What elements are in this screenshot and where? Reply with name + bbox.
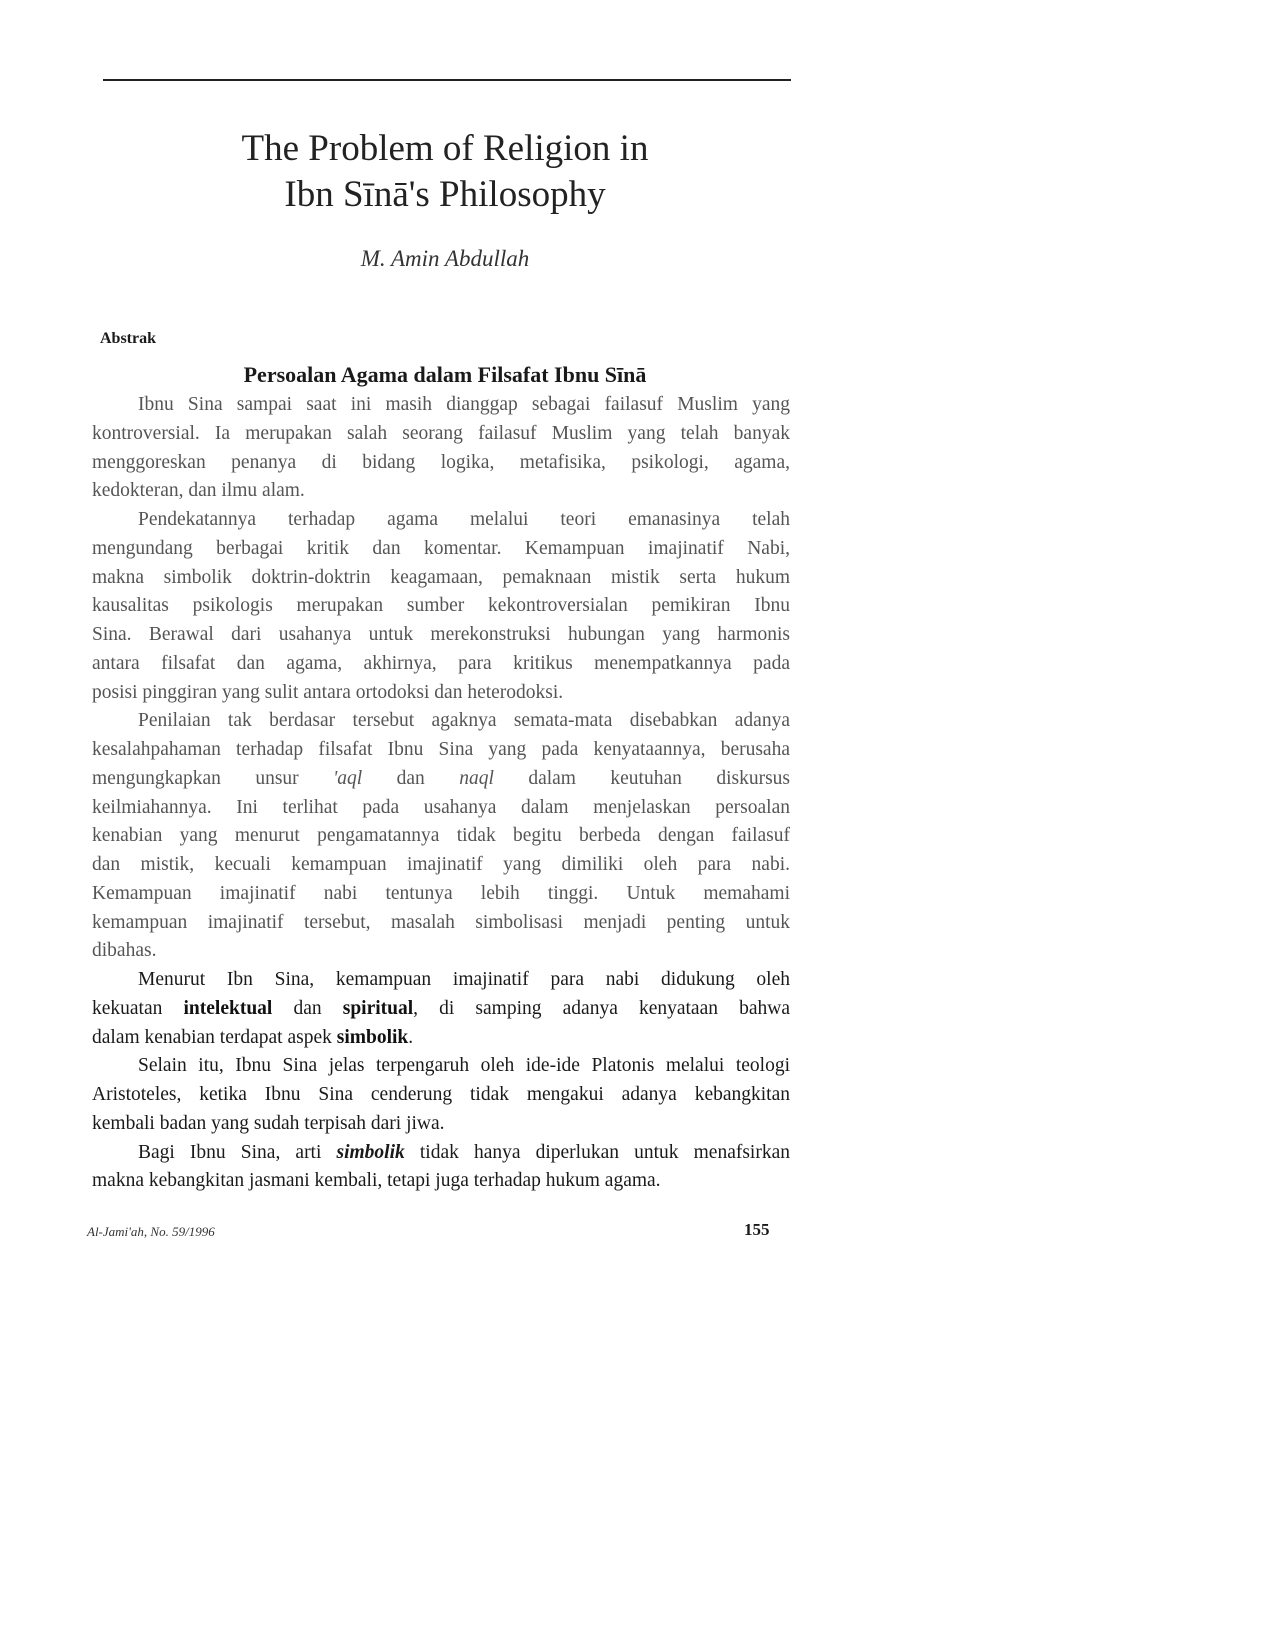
abstract-body bbox=[92, 391, 790, 1196]
text-line bbox=[92, 880, 790, 909]
paragraph bbox=[92, 707, 790, 966]
text-segment: antara filsafat dan agama, akhirnya, para kritikus menempatkannya pada bbox=[92, 652, 790, 674]
text-line bbox=[92, 650, 790, 679]
journal-citation: Al-Jami'ah, No. 59/1996 bbox=[87, 1224, 215, 1239]
page-number: 155 bbox=[744, 1220, 770, 1239]
text-line bbox=[92, 966, 790, 995]
text-line bbox=[92, 477, 790, 506]
emphasized-text: intelektual bbox=[183, 997, 273, 1019]
emphasized-text: simbolik bbox=[336, 1026, 409, 1048]
text-segment: dibahas. bbox=[92, 940, 157, 962]
title-line-2: Ibn Sīnā's Philosophy bbox=[284, 174, 606, 215]
emphasized-text: naql bbox=[459, 767, 494, 789]
text-line bbox=[92, 592, 790, 621]
text-line bbox=[92, 564, 790, 593]
abstract-label: Abstrak bbox=[100, 330, 157, 347]
text-segment: kekuatan bbox=[92, 997, 184, 1019]
text-segment: keilmiahannya. Ini terlihat pada usahanya dalam menjelaskan persoalan bbox=[92, 796, 790, 818]
text-line bbox=[92, 449, 790, 478]
text-segment: Ibnu Sina sampai saat ini masih dianggap sebagai failasuf Muslim yang bbox=[138, 394, 790, 415]
text-segment: Aristoteles, ketika Ibnu Sina cenderung tidak mengakui adanya kebangkitan bbox=[92, 1084, 790, 1105]
text-line bbox=[92, 1110, 790, 1139]
text-line bbox=[92, 707, 790, 736]
text-segment: Selain itu, Ibnu Sina jelas terpengaruh oleh ide-ide Platonis melalui teologi bbox=[138, 1055, 790, 1077]
emphasized-text: spiritual bbox=[342, 997, 414, 1019]
text-line bbox=[92, 420, 790, 449]
text-segment: Kemampuan imajinatif nabi tentunya lebih tinggi. Untuk memahami bbox=[92, 882, 790, 904]
text-segment: dalam keutuhan diskursus bbox=[493, 767, 790, 789]
emphasized-text: 'aql bbox=[333, 767, 363, 789]
text-segment: Menurut Ibn Sina, kemampuan imajinatif para nabi didukung oleh bbox=[138, 969, 790, 990]
text-segment: , di samping adanya kenyataan bahwa bbox=[413, 997, 790, 1019]
text-line bbox=[92, 794, 790, 823]
text-segment: . bbox=[408, 1026, 414, 1048]
paragraph bbox=[92, 966, 790, 1052]
text-segment: kemampuan imajinatif tersebut, masalah simbolisasi menjadi penting untuk bbox=[92, 911, 790, 933]
text-segment: kenabian yang menurut pengamatannya tidak begitu berbeda dengan failasuf bbox=[92, 825, 790, 847]
text-segment: dan bbox=[272, 997, 343, 1019]
text-segment: kembali badan yang sudah terpisah dari jiwa. bbox=[92, 1112, 445, 1134]
text-segment: tidak hanya diperlukan untuk menafsirkan bbox=[404, 1141, 790, 1163]
text-line bbox=[92, 506, 790, 535]
text-line bbox=[92, 909, 790, 938]
text-line bbox=[92, 822, 790, 851]
text-segment: Sina. Berawal dari usahanya untuk merekonstruksi hubungan yang harmonis bbox=[92, 624, 790, 645]
text-line bbox=[92, 1167, 790, 1196]
emphasized-text: simbolik bbox=[336, 1141, 405, 1163]
abstract-title: Persoalan Agama dalam Filsafat Ibnu Sīnā bbox=[243, 362, 647, 387]
text-line bbox=[92, 679, 790, 708]
top-rule bbox=[103, 79, 791, 81]
text-segment: Bagi Ibnu Sina, arti bbox=[138, 1141, 337, 1163]
paragraph bbox=[92, 506, 790, 707]
text-line bbox=[92, 995, 790, 1024]
text-segment: posisi pinggiran yang sulit antara ortodoksi dan heterodoksi. bbox=[92, 681, 564, 703]
text-segment: makna simbolik doktrin-doktrin keagamaan, pemaknaan mistik serta hukum bbox=[92, 566, 790, 588]
text-segment: makna kebangkitan jasmani kembali, tetapi juga terhadap hukum agama. bbox=[92, 1170, 661, 1192]
text-line bbox=[92, 937, 790, 966]
text-line bbox=[92, 851, 790, 880]
title-line-1: The Problem of Religion in bbox=[241, 128, 649, 169]
text-segment: dalam kenabian terdapat aspek bbox=[92, 1026, 337, 1048]
text-segment: kesalahpahaman terhadap filsafat Ibnu Sina yang pada kenyataannya, berusaha bbox=[92, 739, 790, 760]
text-line bbox=[92, 1139, 790, 1168]
paragraph bbox=[92, 1139, 790, 1197]
article-title bbox=[100, 126, 790, 218]
author-name: M. Amin Abdullah bbox=[360, 246, 530, 271]
text-line bbox=[92, 1081, 790, 1110]
text-segment: mengungkapkan unsur bbox=[92, 767, 334, 789]
text-line bbox=[92, 535, 790, 564]
text-line bbox=[92, 736, 790, 765]
text-segment: kausalitas psikologis merupakan sumber kekontroversialan pemikiran Ibnu bbox=[92, 595, 790, 617]
text-line bbox=[92, 765, 790, 794]
text-segment: kontroversial. Ia merupakan salah seorang failasuf Muslim yang telah banyak bbox=[92, 422, 790, 444]
text-segment: Penilaian tak berdasar tersebut agaknya semata-mata disebabkan adanya bbox=[138, 710, 790, 732]
text-segment: mengundang berbagai kritik dan komentar. Kemampuan imajinatif Nabi, bbox=[92, 537, 790, 559]
text-line bbox=[92, 1024, 790, 1053]
text-line bbox=[92, 391, 790, 420]
paragraph bbox=[92, 1052, 790, 1138]
text-segment: kedokteran, dan ilmu alam. bbox=[92, 480, 305, 502]
text-segment: Pendekatannya terhadap agama melalui teori emanasinya telah bbox=[138, 509, 790, 530]
text-segment: dan mistik, kecuali kemampuan imajinatif yang dimiliki oleh para nabi. bbox=[92, 854, 790, 875]
text-line bbox=[92, 1052, 790, 1081]
text-segment: dan bbox=[362, 767, 460, 789]
text-line bbox=[92, 621, 790, 650]
text-segment: menggoreskan penanya di bidang logika, metafisika, psikologi, agama, bbox=[92, 451, 790, 473]
paragraph bbox=[92, 391, 790, 506]
